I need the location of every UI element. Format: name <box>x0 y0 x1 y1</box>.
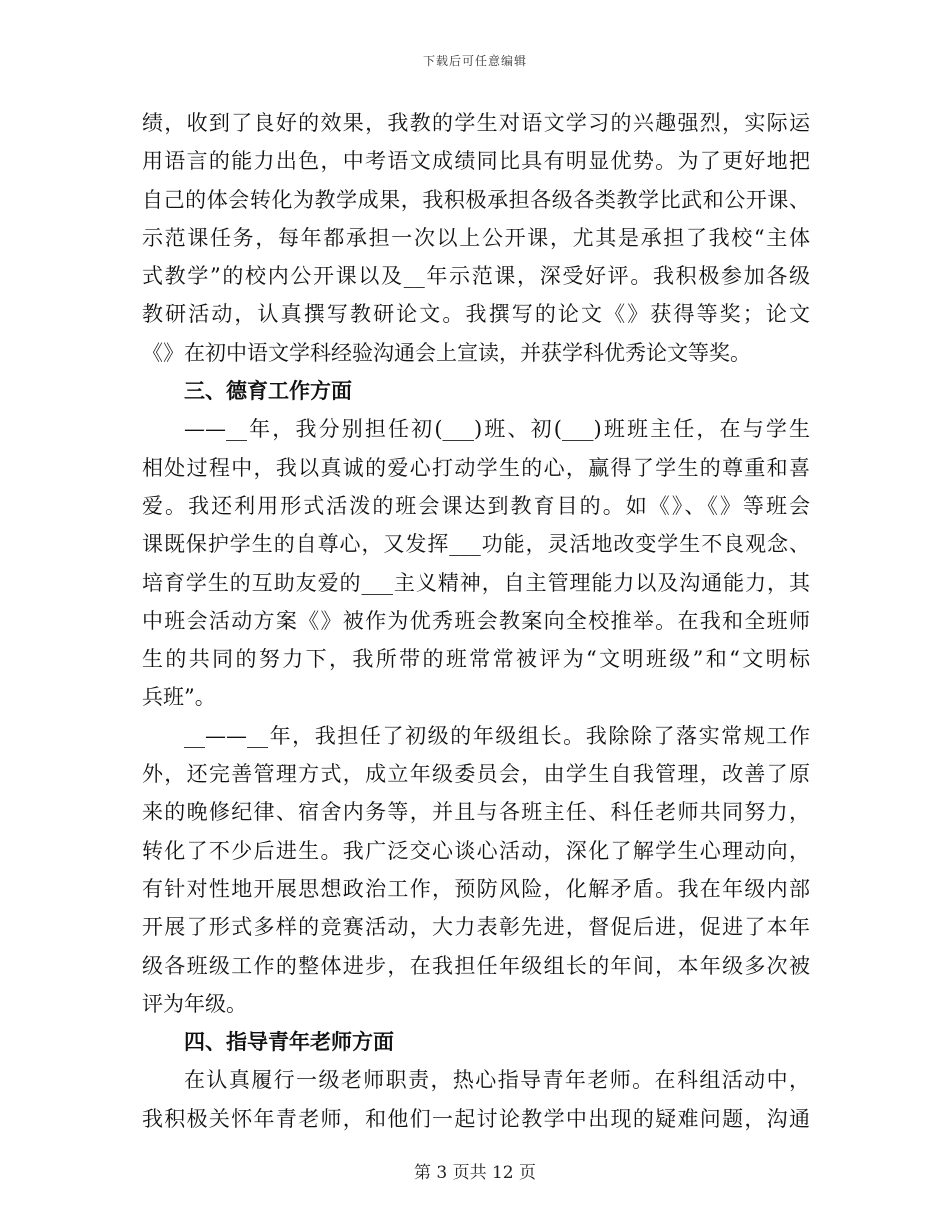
body-line: 自己的体会转化为教学成果，我积极承担各级各类教学比武和公开课、 <box>142 187 810 212</box>
body-line: 开展了形式多样的竞赛活动，大力表彰先进，督促后进，促进了本年 <box>142 915 810 940</box>
body-line: ——__年，我分别担任初(___)班、初(___)班班主任，在与学生 <box>184 417 810 442</box>
body-line: 相处过程中，我以真诚的爱心打动学生的心，赢得了学生的尊重和喜 <box>142 455 810 480</box>
body-line: 外，还完善管理方式，成立年级委员会，由学生自我管理，改善了原 <box>142 762 810 787</box>
body-line: 式教学”的校内公开课以及__年示范课，深受好评。我积极参加各级 <box>142 264 810 289</box>
body-line: __——__年，我担任了初级的年级组长。我除除了落实常规工作 <box>184 723 810 748</box>
body-line: 生的共同的努力下，我所带的班常常被评为“文明班级”和“文明标 <box>142 647 810 672</box>
body-line: 评为年级。 <box>142 991 247 1016</box>
body-line: 来的晚修纪律、宿舍内务等，并且与各班主任、科任老师共同努力， <box>142 800 810 825</box>
body-line: 培育学生的互助友爱的___主义精神，自主管理能力以及沟通能力，其 <box>142 570 810 595</box>
body-line: 用语言的能力出色，中考语文成绩同比具有明显优势。为了更好地把 <box>142 149 810 174</box>
body-line: 兵班”。 <box>142 685 216 710</box>
body-line: 转化了不少后进生。我广泛交心谈心活动，深化了解学生心理动向， <box>142 838 810 863</box>
body-line: 绩，收到了良好的效果，我教的学生对语文学习的兴趣强烈，实际运 <box>142 111 810 135</box>
document-body <box>142 104 810 1138</box>
page-footer: 第 3 页共 12 页 <box>413 1163 537 1183</box>
body-line: 中班会活动方案《》被作为优秀班会教案向全校推举。在我和全班师 <box>142 608 810 633</box>
body-line: 示范课任务，每年都承担一次以上公开课，尤其是承担了我校“主体 <box>142 225 810 250</box>
body-line: 我积极关怀年青老师，和他们一起讨论教学中出现的疑难问题，沟通 <box>142 1106 810 1131</box>
section-heading: 四、指导青年老师方面 <box>184 1030 394 1055</box>
page-header: 下载后可任意编辑 <box>422 54 527 68</box>
body-line: 级各班级工作的整体进步，在我担任年级组长的年间，本年级多次被 <box>142 953 810 978</box>
body-line: 课既保护学生的自尊心，又发挥___功能，灵活地改变学生不良观念、 <box>142 532 810 557</box>
body-line: 在认真履行一级老师职责，热心指导青年老师。在科组活动中， <box>184 1068 810 1093</box>
body-line: 有针对性地开展思想政治工作，预防风险，化解矛盾。我在年级内部 <box>142 876 810 901</box>
body-line: 《》在初中语文学科经验沟通会上宣读，并获学科优秀论文等奖。 <box>142 340 751 365</box>
section-heading: 三、德育工作方面 <box>184 379 352 404</box>
body-line: 教研活动，认真撰写教研论文。我撰写的论文《》获得等奖；论文 <box>142 302 810 327</box>
body-line: 爱。我还利用形式活泼的班会课达到教育目的。如《》、《》等班会 <box>142 493 810 518</box>
